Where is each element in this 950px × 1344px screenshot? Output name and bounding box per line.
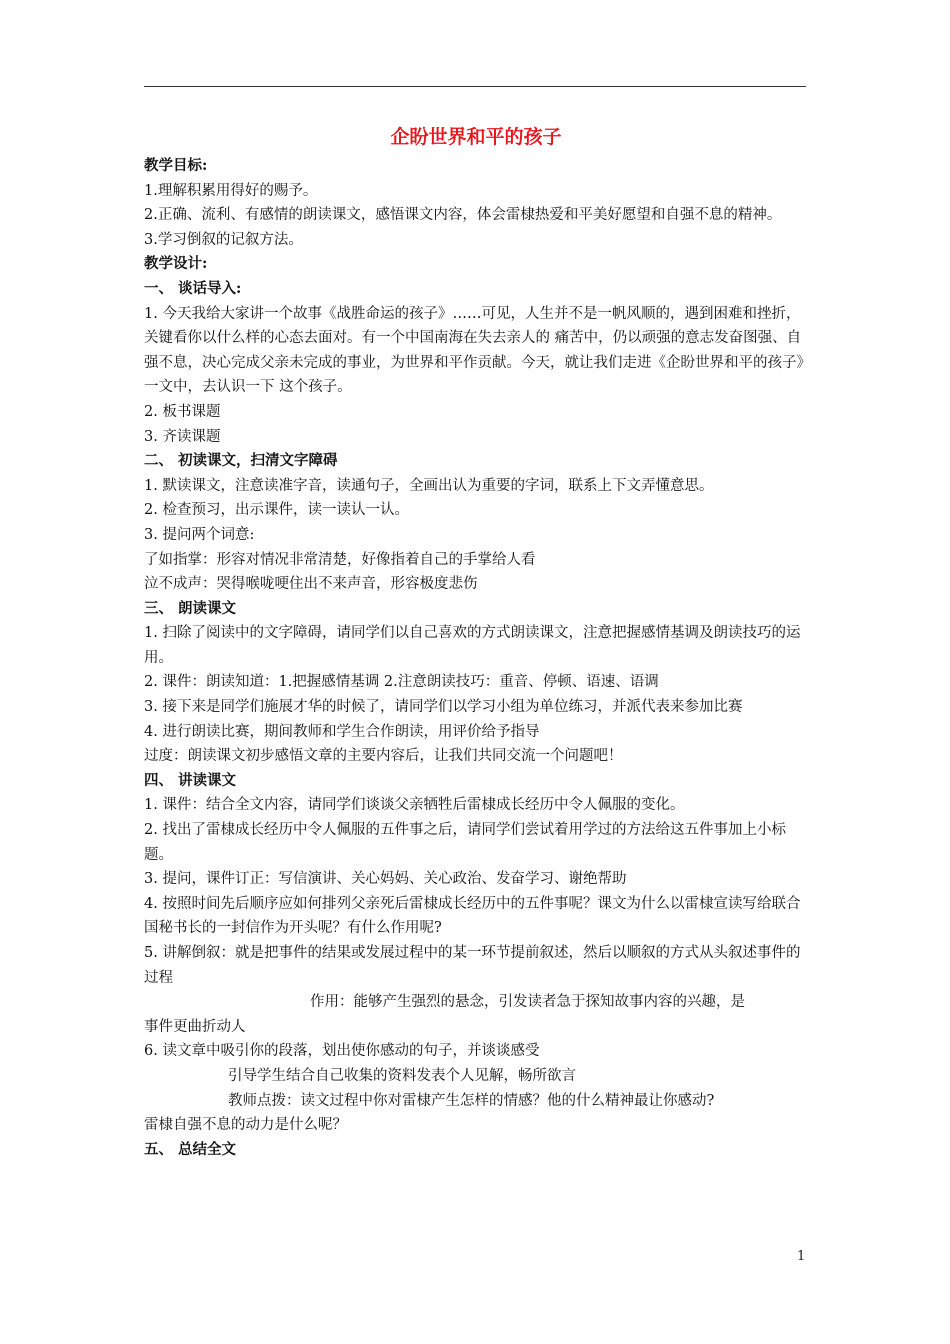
paragraph-indented: 教师点拨：读文过程中你对雷棣产生怎样的情感？他的什么精神最让你感动? bbox=[228, 1092, 715, 1109]
paragraph-indented: 作用：能够产生强烈的悬念，引发读者急于探知故事内容的兴趣，是 bbox=[310, 994, 745, 1011]
header-rule bbox=[144, 86, 806, 87]
paragraph: 3. 齐读课题 bbox=[144, 428, 221, 445]
paragraph: 过度：朗读课文初步感悟文章的主要内容后，让我们共同交流一个问题吧！ bbox=[144, 748, 623, 765]
paragraph: 事件更曲折动人 bbox=[144, 1018, 246, 1035]
paragraph: 雷棣自强不息的动力是什么呢？ bbox=[144, 1117, 347, 1134]
section-heading-4: 四、 讲读课文 bbox=[144, 771, 237, 789]
paragraph: 2. 课件：朗读知道：1.把握感情基调 2.注意朗读技巧：重音、停顿、语速、语调 bbox=[144, 674, 659, 691]
paragraph: 2. 板书课题 bbox=[144, 403, 221, 420]
section-heading-2: 二、 初读课文，扫清文字障碍 bbox=[144, 452, 338, 470]
paragraph: 3. 接下来是同学们施展才华的时候了，请同学们以学习小组为单位练习，并派代表来参加比赛 bbox=[144, 699, 743, 716]
paragraph: 2. 检查预习，出示课件，读一读认一认。 bbox=[144, 502, 409, 519]
paragraph: 5. 讲解倒叙：就是把事件的结果或发展过程中的某一环节提前叙述，然后以顺叙的方式从头叙述事件的过程 bbox=[144, 945, 801, 986]
goal-item: 3.学习倒叙的记叙方法。 bbox=[144, 231, 303, 248]
goal-item: 2.正确、流利、有感情的朗读课文，感悟课文内容，体会雷棣热爱和平美好愿望和自强不息的精神。 bbox=[144, 207, 782, 224]
paragraph-indented: 引导学生结合自己收集的资料发表个人见解，畅所欲言 bbox=[228, 1067, 576, 1084]
page-number: 1 bbox=[797, 1249, 806, 1264]
paragraph: 4. 进行朗读比赛，期间教师和学生合作朗读，用评价给予指导 bbox=[144, 723, 540, 740]
paragraph: 4. 按照时间先后顺序应如何排列父亲死后雷棣成长经历中的五件事呢？课文为什么以雷棣宣读写给联合国秘书长的一封信作为开头呢？有什么作用呢? bbox=[144, 895, 801, 937]
paragraph: 1. 默读课文，注意读准字音，读通句子，全画出认为重要的字词，联系上下文弄懂意思。 bbox=[144, 477, 714, 494]
paragraph: 3. 提问，课件订正：写信演讲、关心妈妈、关心政治、发奋学习、谢绝帮助 bbox=[144, 871, 627, 888]
goals-heading: 教学目标: bbox=[144, 157, 208, 174]
section-heading-5: 五、 总结全文 bbox=[144, 1140, 237, 1158]
paragraph: 3. 提问两个词意: bbox=[144, 526, 255, 543]
paragraph: 6. 读文章中吸引你的段落，划出使你感动的句子，并谈谈感受 bbox=[144, 1043, 540, 1060]
paragraph: 2. 找出了雷棣成长经历中令人佩服的五件事之后，请同学们尝试着用学过的方法给这五件事加上小标题。 bbox=[144, 822, 786, 863]
page-title: 企盼世界和平的孩子 bbox=[390, 126, 562, 148]
goal-item: 1.理解积累用得好的赐予。 bbox=[144, 182, 318, 199]
paragraph: 了如指掌：形容对情况非常清楚，好像指着自己的手掌给人看 bbox=[144, 551, 536, 568]
paragraph: 1. 今天我给大家讲一个故事《战胜命运的孩子》……可见，人生并不是一帆风顺的，遇到困难和挫折，关键看你以什么样的心态去面对。有一个中国南海在失去亲人的 痛苦中，仍以顽强的意志发奋图强、自强不息，决心完成父亲未完成的事业，为世界和平作贡献。今天，就让我们走进《企盼世界和平的孩子》一文中，去认识一下 这个孩子。 bbox=[144, 305, 804, 396]
design-heading: 教学设计: bbox=[144, 255, 208, 273]
section-heading-3: 三、 朗读课文 bbox=[144, 599, 237, 617]
paragraph: 泣不成声：哭得喉咙哽住出不来声音，形容极度悲伤 bbox=[144, 576, 478, 593]
document-body bbox=[144, 124, 808, 1162]
section-heading-1: 一、 谈话导入: bbox=[144, 279, 242, 297]
paragraph: 1. 课件：结合全文内容，请同学们谈谈父亲牺牲后雷棣成长经历中令人佩服的变化。 bbox=[144, 797, 685, 814]
paragraph: 1. 扫除了阅读中的文字障碍，请同学们以自己喜欢的方式朗读课文，注意把握感情基调及朗读技巧的运用。 bbox=[144, 625, 801, 666]
